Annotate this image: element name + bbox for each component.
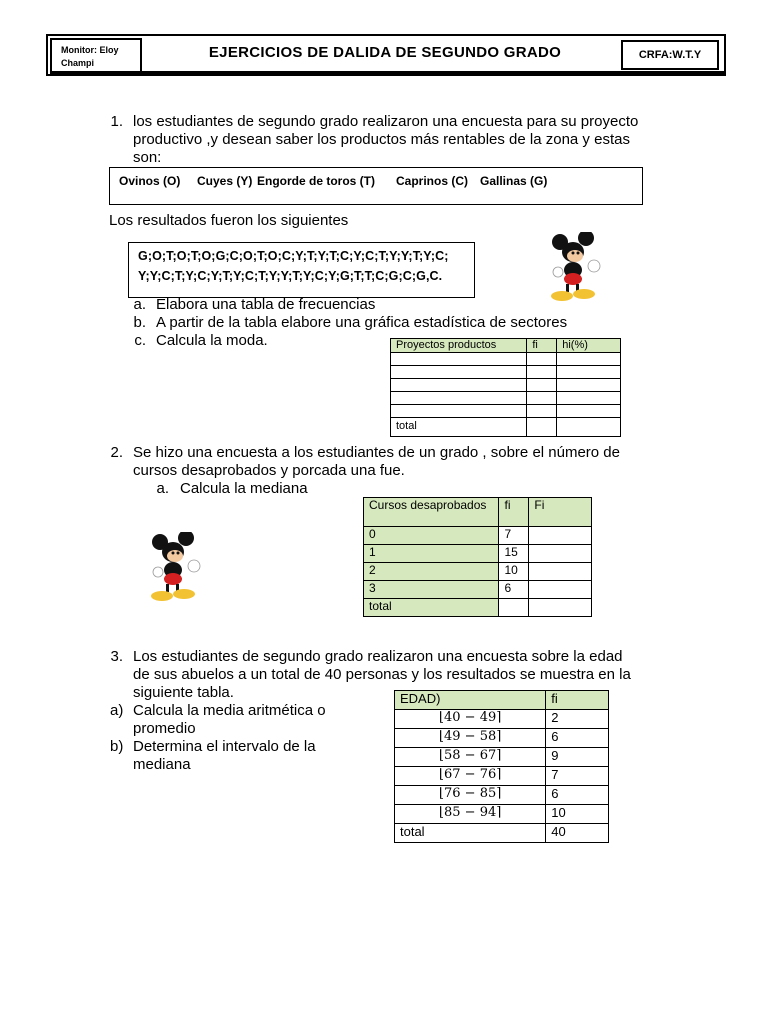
q1-task-a-letter: a. [133,296,146,313]
q3-cell-fi: 10 [546,805,609,824]
product-toros: Engorde de toros (T) [257,174,375,188]
products-box [109,167,643,205]
q3-task-a-line1: Calcula la media aritmética o [133,702,326,719]
q3-cell-interval: ⌊40 − 49⌉ [395,710,546,729]
q3-cell-fi: 2 [546,710,609,729]
q2-courses-table [363,497,592,617]
q1-header-hi: hi(%) [557,339,621,353]
q1-cell[interactable] [527,405,557,418]
q1-cell[interactable] [391,353,527,366]
table-row [395,748,609,767]
q1-text-line2: productivo ,y desean saber los productos más rentables de la zona y estas [133,131,630,148]
q3-total-value: 40 [546,824,609,843]
q1-cell[interactable] [557,418,621,437]
q3-header-age: EDAD) [395,691,546,710]
table-row [395,824,609,843]
q3-cell-fi: 7 [546,767,609,786]
q3-cell-interval: ⌊67 − 76⌉ [395,767,546,786]
mickey-mouse-icon [546,232,606,304]
table-row [364,581,592,599]
mickey-mouse-icon [146,532,206,604]
q2-cell-Fi[interactable] [529,527,592,545]
q2-total-fi[interactable] [499,599,529,617]
q3-text-line2: de sus abuelos a un total de 40 personas y los resultados se muestra en la [133,666,631,683]
q1-task-c-letter: c. [134,332,146,349]
table-row [395,710,609,729]
table-row [364,563,592,581]
q2-header-Fi: Fi [529,498,592,527]
q2-cell-x: 3 [364,581,499,599]
q1-task-b-text: A partir de la tabla elabore una gráfica estadística de sectores [156,314,568,331]
q1-task-c-text: Calcula la moda. [156,332,268,349]
table-row [395,805,609,824]
product-cuyes: Cuyes (Y) [197,174,253,188]
q2-cell-fi: 7 [499,527,529,545]
q2-cell-x: 1 [364,545,499,563]
q1-task-b-letter: b. [133,314,146,331]
q3-cell-fi: 9 [546,748,609,767]
q2-cell-fi: 6 [499,581,529,599]
q2-cell-Fi[interactable] [529,563,592,581]
q1-results-intro: Los resultados fueron los siguientes [109,212,349,229]
q1-cell[interactable] [391,379,527,392]
data-line1: G;O;T;O;T;O;G;C;O;T;O;C;Y;T;Y;T;C;Y;C;T;Y;Y;T;Y;C; [138,249,449,263]
q2-header-courses: Cursos desaprobados [364,498,499,527]
q2-text-line2: cursos desaprobados y porcada una fue. [133,462,405,479]
monitor-box [50,38,142,75]
q1-task-a-text: Elabora una tabla de frecuencias [156,296,376,313]
header-underline [50,71,724,75]
q2-cell-fi: 15 [499,545,529,563]
q2-cell-fi: 10 [499,563,529,581]
q1-total-label: total [391,418,527,437]
q3-cell-interval: ⌊49 − 58⌉ [395,729,546,748]
q1-header-projects: Proyectos productos [391,339,527,353]
q3-number: 3. [110,648,123,665]
table-row [395,729,609,748]
q1-cell[interactable] [527,392,557,405]
data-line2: Y;Y;C;T;Y;C;Y;T;Y;C;T;Y;Y;T;Y;C;Y;G;T;T;C;G;C;G,C. [138,269,443,283]
q2-cell-Fi[interactable] [529,545,592,563]
q1-cell[interactable] [557,405,621,418]
product-ovinos: Ovinos (O) [119,174,181,188]
q3-task-b-line1: Determina el intervalo de la [133,738,316,755]
table-row [364,599,592,617]
q3-cell-fi: 6 [546,729,609,748]
table-row [391,366,621,379]
q1-number: 1. [110,113,123,130]
q1-cell[interactable] [557,392,621,405]
q3-task-b-line2: mediana [133,756,191,773]
page-title: EJERCICIOS DE DALIDA DE SEGUNDO GRADO [208,44,562,61]
q2-header-fi: fi [499,498,529,527]
q3-age-table [394,690,609,843]
table-row [364,545,592,563]
monitor-line1: Monitor: Eloy [61,45,119,55]
q1-cell[interactable] [391,366,527,379]
q3-cell-fi: 6 [546,786,609,805]
q1-cell[interactable] [527,353,557,366]
q2-cell-Fi[interactable] [529,581,592,599]
crfa-box: CRFA:W.T.Y [621,40,719,70]
table-row [395,786,609,805]
q2-task-letter: a. [156,480,169,497]
q2-text-line1: Se hizo una encuesta a los estudiantes de un grado , sobre el número de [133,444,620,461]
table-row [395,767,609,786]
q3-task-a-line2: promedio [133,720,196,737]
q3-cell-interval: ⌊58 − 67⌉ [395,748,546,767]
table-row [391,392,621,405]
q1-cell[interactable] [557,366,621,379]
q1-header-fi: fi [527,339,557,353]
q2-cell-x: 2 [364,563,499,581]
q1-cell[interactable] [391,405,527,418]
q1-cell[interactable] [527,366,557,379]
q2-cell-x: 0 [364,527,499,545]
q3-cell-interval: ⌊76 − 85⌉ [395,786,546,805]
monitor-line2: Champi [61,58,95,68]
q1-cell[interactable] [391,392,527,405]
q1-text-line3: son: [133,149,162,166]
table-row [364,527,592,545]
table-row [391,418,621,437]
q1-text-line1: los estudiantes de segundo grado realizaron una encuesta para su proyecto [133,113,639,130]
q3-task-a-letter: a) [110,702,124,719]
table-row [391,405,621,418]
q3-task-b-letter: b) [110,738,124,755]
table-row [391,353,621,366]
q1-frequency-table [390,338,621,437]
product-gallinas: Gallinas (G) [480,174,548,188]
product-caprinos: Caprinos (C) [396,174,468,188]
q2-total-Fi[interactable] [529,599,592,617]
q1-cell[interactable] [557,379,621,392]
q3-header-fi: fi [546,691,609,710]
table-row [391,379,621,392]
q3-total-label: total [395,824,546,843]
q1-cell[interactable] [527,418,557,437]
q3-text-line1: Los estudiantes de segundo grado realizaron una encuesta sobre la edad [133,648,623,665]
q3-cell-interval: ⌊85 − 94⌉ [395,805,546,824]
q2-task-text: Calcula la mediana [180,480,308,497]
q1-cell[interactable] [557,353,621,366]
q3-text-line3: siguiente tabla. [133,684,234,701]
q2-number: 2. [110,444,123,461]
q2-total-label: total [364,599,499,617]
q1-cell[interactable] [527,379,557,392]
